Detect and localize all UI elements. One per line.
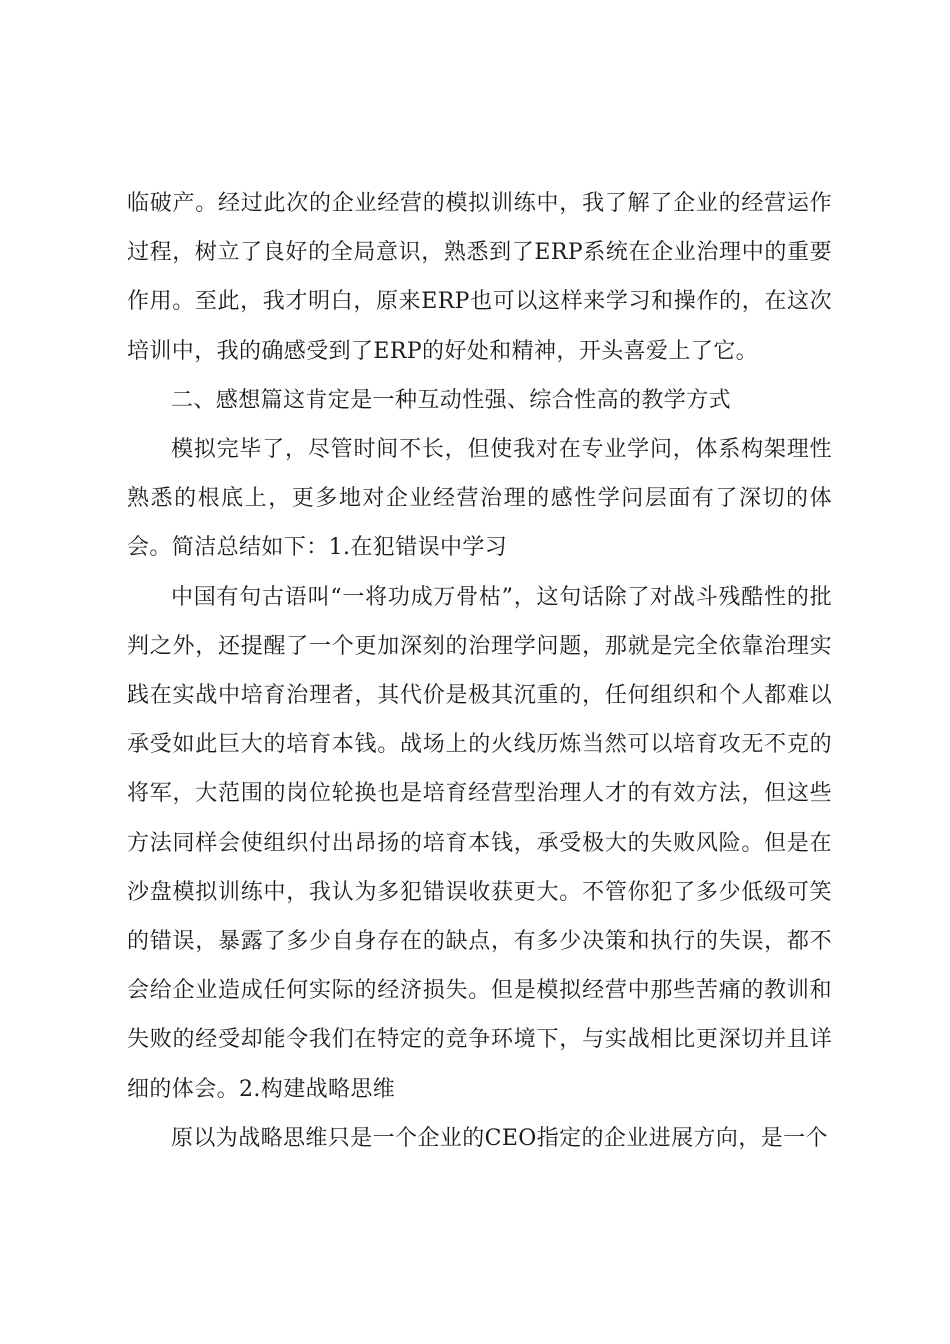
- paragraph-simulation-summary: 模拟完毕了，尽管时间不长，但使我对在专业学问，体系构架理性熟悉的根底上，更多地对企业经营治理的感性学问层面有了深切的体会。简洁总结如下：1.在犯错误中学习: [127, 437, 832, 561]
- document-body: [127, 179, 832, 1163]
- paragraph-learning-from-mistakes: 中国有句古语叫“一将功成万骨枯”，这句话除了对战斗残酷性的批判之外，还提醒了一个更加深刻的治理学问题，那就是完全依靠治理实践在实战中培育治理者，其代价是极其沉重的，任何组织和个人都难以承受如此巨大的培育本钱。战场上的火线历炼当然可以培育攻无不克的将军，大范围的岗位轮换也是培育经营型治理人才的有效方法，但这些方法同样会使组织付出昂扬的培育本钱，承受极大的失败风险。但是在沙盘模拟训练中，我认为多犯错误收获更大。不管你犯了多少低级可笑的错误，暴露了多少自身存在的缺点，有多少决策和执行的失误，都不会给企业造成任何实际的经济损失。但是模拟经营中那些苦痛的教训和失败的经受却能令我们在特定的竞争环境下，与实战相比更深切并且详细的体会。2.构建战略思维: [127, 584, 832, 1102]
- section-heading: 二、感想篇这肯定是一种互动性强、综合性高的教学方式: [171, 387, 732, 413]
- paragraph-strategic-thinking: 原以为战略思维只是一个企业的CEO指定的企业进展方向，是一个: [171, 1125, 828, 1151]
- paragraph-continuation: 临破产。经过此次的企业经营的模拟训练中，我了解了企业的经营运作过程，树立了良好的全局意识，熟悉到了ERP系统在企业治理中的重要作用。至此，我才明白，原来ERP也可以这样来学习和操作的，在这次培训中，我的确感受到了ERP的好处和精神，开头喜爱上了它。: [127, 191, 832, 364]
